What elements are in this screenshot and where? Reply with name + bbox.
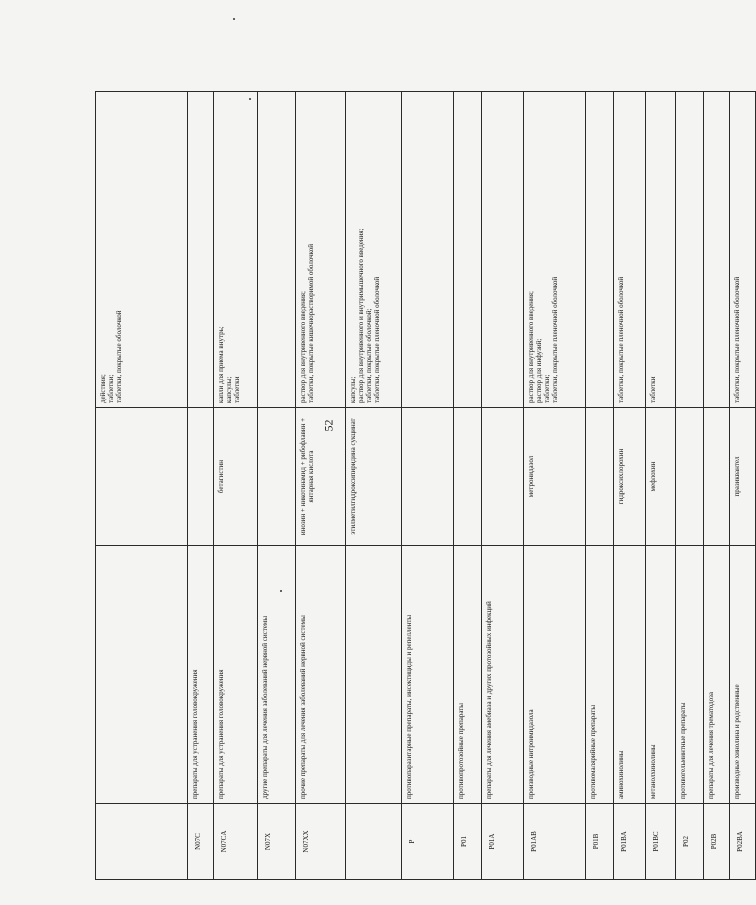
- atc-code-cell: P01BC: [646, 804, 676, 880]
- drug-name-cell: мефлохин: [646, 408, 676, 546]
- atc-code-cell: N07X: [258, 804, 296, 880]
- anatomical-group-cell: противомалярийные препараты: [586, 546, 614, 804]
- anatomical-group-cell: производные хинолина и родственные: [730, 546, 756, 804]
- scan-speck: [233, 18, 235, 20]
- table-row: [454, 92, 482, 880]
- table-row: [482, 92, 524, 880]
- drug-name-cell: бетагистин: [214, 408, 258, 546]
- dosage-forms-cell: [296, 92, 346, 408]
- dosage-form-line: таблетки, покрытые оболочкой: [115, 310, 123, 403]
- atc-code-cell: P01B: [586, 804, 614, 880]
- table-row: [402, 92, 454, 880]
- anatomical-group-cell: препараты для лечения амебиаза и других протозойных инфекций: [482, 546, 524, 804]
- drug-name-cell: инозин + никотинамид + рибофлавин + янтарная кислота: [296, 408, 346, 546]
- table-row: [96, 92, 188, 880]
- dosage-form-line: таблетки, покрытые кишечнорастворимой оболочкой: [307, 244, 315, 403]
- dosage-form-line: таблетки, покрытые пленочной оболочкой: [733, 276, 741, 403]
- anatomical-group-cell: препараты для лечения трематодоза: [704, 546, 730, 804]
- anatomical-group-cell: прочие препараты для лечения заболеваний нервной системы: [296, 546, 346, 804]
- drug-name-cell: [704, 408, 730, 546]
- dosage-form-line: раствор для внутривенного введения;: [527, 291, 535, 403]
- atc-code-cell: [346, 804, 402, 880]
- atc-code-cell: P: [402, 804, 454, 880]
- dosage-forms-cell: [214, 92, 258, 408]
- anatomical-group-cell: [346, 546, 402, 804]
- dosage-form-line: капсулы;: [349, 376, 357, 403]
- dosage-form-line: капли для приема внутрь;: [217, 326, 225, 403]
- atc-code-cell: P01BA: [614, 804, 646, 880]
- atc-code-cell: P01: [454, 804, 482, 880]
- drug-table-container: [95, 92, 744, 880]
- dosage-form-line: раствор для внутривенного и внутримышечного введения;: [357, 228, 365, 403]
- dosage-forms-cell: [188, 92, 214, 408]
- dosage-form-line: таблетки, покрытые пленочной оболочкой: [551, 276, 559, 403]
- dosage-forms-cell: [586, 92, 614, 408]
- table-row: [586, 92, 614, 880]
- dosage-forms-cell: [402, 92, 454, 408]
- table-row: [704, 92, 730, 880]
- drug-name-cell: [402, 408, 454, 546]
- drug-table: [95, 91, 756, 880]
- atc-code-cell: N07XX: [296, 804, 346, 880]
- drug-name-cell: [188, 408, 214, 546]
- table-row: [214, 92, 258, 880]
- dosage-forms-cell: [346, 92, 402, 408]
- drug-name-cell: [586, 408, 614, 546]
- drug-name-cell: [454, 408, 482, 546]
- drug-name-cell: празиквантел: [730, 408, 756, 546]
- table-row: [614, 92, 646, 880]
- anatomical-group-cell: противопаразитарные препараты, инсектициды и репелленты: [402, 546, 454, 804]
- drug-name-cell: этилметилгидроксипиридина сукцинат: [346, 408, 402, 546]
- dosage-form-line: таблетки;: [107, 374, 115, 403]
- table-row: [646, 92, 676, 880]
- dosage-forms-cell: [676, 92, 704, 408]
- table-row: [524, 92, 586, 880]
- dosage-forms-cell: [524, 92, 586, 408]
- dosage-form-line: таблетки, покрытые пленочной оболочкой: [617, 276, 625, 403]
- anatomical-group-cell: противопротозойные препараты: [454, 546, 482, 804]
- dosage-form-line: таблетки, покрытые пленочной оболочкой: [373, 276, 381, 403]
- anatomical-group-cell: [96, 546, 188, 804]
- atc-code-cell: N07C: [188, 804, 214, 880]
- anatomical-group-cell: производные нитроимидазола: [524, 546, 586, 804]
- dosage-form-line: раствор для инфузий;: [535, 338, 543, 403]
- anatomical-group-cell: препараты для устранения головокружения: [188, 546, 214, 804]
- page-number: 52: [321, 419, 336, 432]
- atc-code-cell: [96, 804, 188, 880]
- dosage-forms-cell: [614, 92, 646, 408]
- dosage-forms-cell: [482, 92, 524, 408]
- atc-code-cell: P02: [676, 804, 704, 880]
- atc-code-cell: P02B: [704, 804, 730, 880]
- dosage-form-line: таблетки, покрытые оболочкой;: [365, 308, 373, 403]
- dosage-form-line: таблетки: [233, 376, 241, 403]
- atc-code-cell: P01AB: [524, 804, 586, 880]
- drug-name-cell: [676, 408, 704, 546]
- table-row: [188, 92, 214, 880]
- anatomical-group-cell: аминохинолины: [614, 546, 646, 804]
- dosage-forms-cell: [454, 92, 482, 408]
- table-row: [296, 92, 346, 880]
- dosage-form-line: действия;: [99, 374, 107, 403]
- drug-name-cell: метронидазол: [524, 408, 586, 546]
- drug-name-cell: [96, 408, 188, 546]
- dosage-form-line: таблетки: [649, 376, 657, 403]
- dosage-forms-cell: [96, 92, 188, 408]
- atc-code-cell: P01A: [482, 804, 524, 880]
- dosage-forms-cell: [258, 92, 296, 408]
- table-row: [346, 92, 402, 880]
- table-row: [676, 92, 704, 880]
- dosage-forms-cell: [704, 92, 730, 408]
- atc-code-cell: P02BA: [730, 804, 756, 880]
- drug-name-cell: гидроксихлорохин: [614, 408, 646, 546]
- drug-name-cell: [482, 408, 524, 546]
- atc-code-cell: N07CA: [214, 804, 258, 880]
- dosage-forms-cell: [730, 92, 756, 408]
- table-row: [730, 92, 756, 880]
- anatomical-group-cell: препараты для устранения головокружения: [214, 546, 258, 804]
- dosage-form-line: капсулы;: [225, 376, 233, 403]
- dosage-form-line: раствор для внутривенного введения;: [299, 291, 307, 403]
- drug-name-cell: [258, 408, 296, 546]
- dosage-forms-cell: [646, 92, 676, 408]
- table-row: [258, 92, 296, 880]
- anatomical-group-cell: противогельминтные препараты: [676, 546, 704, 804]
- dosage-form-line: таблетки;: [543, 374, 551, 403]
- anatomical-group-cell: другие препараты для лечения заболеваний нервной системы: [258, 546, 296, 804]
- anatomical-group-cell: метанолхинолины: [646, 546, 676, 804]
